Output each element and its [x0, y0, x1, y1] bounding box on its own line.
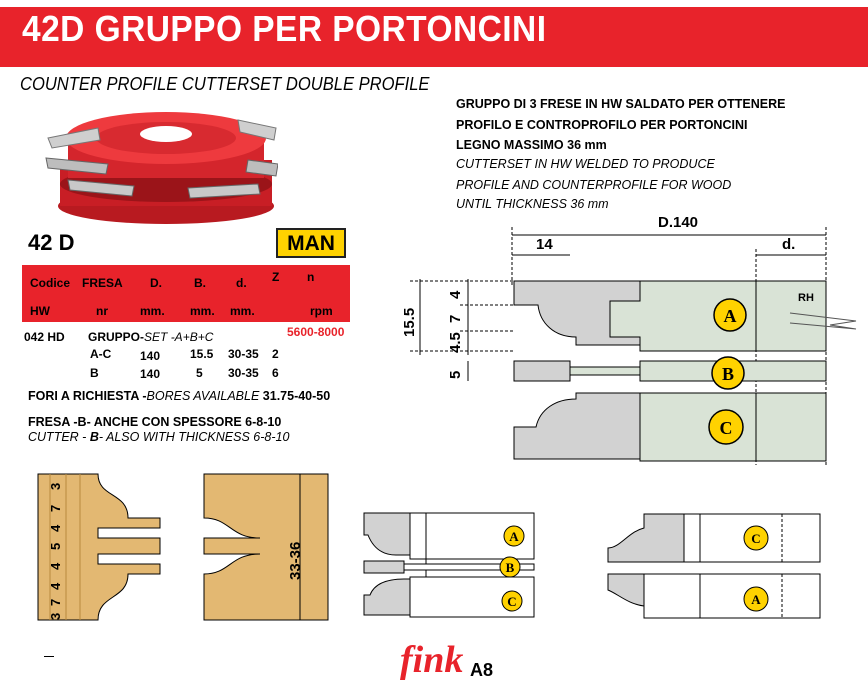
assembly-c-profile: [364, 579, 410, 615]
description-en-line2: PROFILE AND COUNTERPROFILE FOR WOOD: [456, 178, 732, 192]
cutter-b-neck: [570, 367, 640, 375]
cutter-en-b: B: [89, 430, 99, 444]
dim-d140-label: D.140: [658, 214, 699, 231]
small-c-label: C: [751, 531, 761, 546]
small-a-profile: [608, 574, 644, 606]
row-b-fresa: B: [90, 366, 99, 380]
page-title: 42D GRUPPO PER PORTONCINI: [22, 8, 547, 49]
th-mm1: mm.: [140, 304, 165, 318]
dim-7-label: 7: [447, 314, 464, 323]
wood-thickness-label: 33-36: [287, 541, 304, 580]
bores-note: [28, 389, 330, 403]
row-ac-b: 15.5: [190, 347, 214, 361]
wood-right-shape: [204, 474, 328, 620]
bores-en: BORES AVAILABLE: [146, 389, 260, 403]
wood-dim-1: 3: [48, 482, 63, 490]
row-ac-fresa: A-C: [90, 347, 112, 361]
fink-logo: [398, 630, 468, 682]
row-code: 042 HD: [24, 330, 65, 344]
spec-table-header: [22, 265, 350, 322]
fink-logo-text: fink: [400, 639, 464, 681]
cutter-en-1: CUTTER -: [28, 430, 90, 444]
cutter-a-label: A: [723, 306, 737, 326]
assembly-b-label: B: [505, 560, 515, 575]
dim-4-label: 4: [447, 290, 464, 299]
dim-d-label: d.: [782, 236, 796, 253]
row-b-b: 5: [196, 366, 203, 380]
small-c-profile: [608, 514, 684, 562]
dim-14-label: 14: [536, 236, 553, 253]
small-a-label: A: [751, 592, 761, 607]
wood-dim-8: 3: [48, 612, 63, 620]
description-it-line1: GRUPPO DI 3 FRESE IN HW SALDATO PER OTTENERE: [456, 97, 786, 111]
description-en-line1: CUTTERSET IN HW WELDED TO PRODUCE: [456, 157, 715, 171]
small-a-body: [644, 574, 820, 618]
row-rpm: 5600-8000: [287, 325, 345, 339]
cutter-assembly-drawing: [360, 505, 570, 625]
cutter-technical-drawing: [390, 205, 868, 475]
table-row-group: [88, 330, 213, 344]
product-code: 42 D: [28, 230, 75, 255]
assembly-c-label: C: [507, 594, 517, 609]
th-d-big: D.: [150, 276, 162, 290]
wood-dim-3: 4: [48, 524, 63, 532]
th-n: n: [307, 270, 315, 284]
wood-dim-4: 5: [48, 542, 63, 550]
cutter-c-profile: [514, 393, 640, 459]
th-mm2: mm.: [190, 304, 215, 318]
wood-dim-6: 4: [48, 582, 63, 590]
cutter-note-en: [28, 430, 289, 444]
row-ac-d: 140: [140, 349, 161, 363]
description-it-line2: PROFILO E CONTROPROFILO PER PORTONCINI: [456, 118, 748, 132]
page-subtitle: COUNTER PROFILE CUTTERSET DOUBLE PROFILE: [20, 74, 430, 94]
dim-5-label: 5: [447, 370, 464, 379]
bores-it: FORI A RICHIESTA -: [28, 389, 147, 403]
rh-label: RH: [798, 292, 814, 304]
wood-dim-2: 7: [48, 504, 63, 512]
row-ac-dsmall: 30-35: [228, 347, 259, 361]
cutter-c-hub: [756, 393, 826, 461]
wood-profile-right: [200, 470, 340, 630]
description-it-line3: LEGNO MASSIMO 36 mm: [456, 138, 607, 152]
assembly-a-profile: [364, 513, 410, 555]
assembly-b-tip: [364, 561, 404, 573]
cutter-b-label: B: [721, 364, 735, 384]
th-rpm: rpm: [310, 304, 333, 318]
th-codice: Codice: [30, 276, 71, 290]
row-group-label: GRUPPO-: [88, 330, 145, 344]
wood-profile-left: [30, 470, 170, 630]
th-b: B.: [194, 276, 206, 290]
page-number: A8: [470, 660, 494, 680]
cutterset-photo: [38, 98, 278, 228]
row-set-label: SET -A+B+C: [144, 330, 214, 344]
dim-15-5-label: 15.5: [401, 307, 418, 337]
row-b-z: 6: [272, 366, 279, 380]
row-b-d: 140: [140, 367, 161, 381]
bores-values: 31.75-40-50: [259, 389, 331, 403]
th-fresa: FRESA: [82, 276, 123, 290]
wood-dim-7: 7: [48, 598, 63, 606]
wood-dim-5: 4: [48, 562, 63, 570]
cutter-en-2: - ALSO WITH THICKNESS 6-8-10: [98, 430, 290, 444]
cutter-c-label: C: [719, 418, 733, 438]
cutter-b-tip: [514, 361, 570, 381]
th-mm3: mm.: [230, 304, 255, 318]
row-b-dsmall: 30-35: [228, 366, 259, 380]
man-badge: MAN: [276, 228, 346, 258]
description-en-line3: UNTIL THICKNESS 36 mm: [456, 197, 609, 211]
th-nr: nr: [96, 304, 108, 318]
assembly-a-label: A: [509, 529, 519, 544]
dim-4-5-label: 4.5: [447, 332, 464, 353]
footer-mark: [44, 656, 54, 657]
th-d-small: d.: [236, 276, 247, 290]
cutter-c-a-drawing: [604, 510, 826, 622]
th-hw: HW: [30, 304, 50, 318]
th-z: Z: [272, 270, 280, 284]
row-ac-z: 2: [272, 347, 279, 361]
cutter-note-it: FRESA -B- ANCHE CON SPESSORE 6-8-10: [28, 415, 282, 429]
